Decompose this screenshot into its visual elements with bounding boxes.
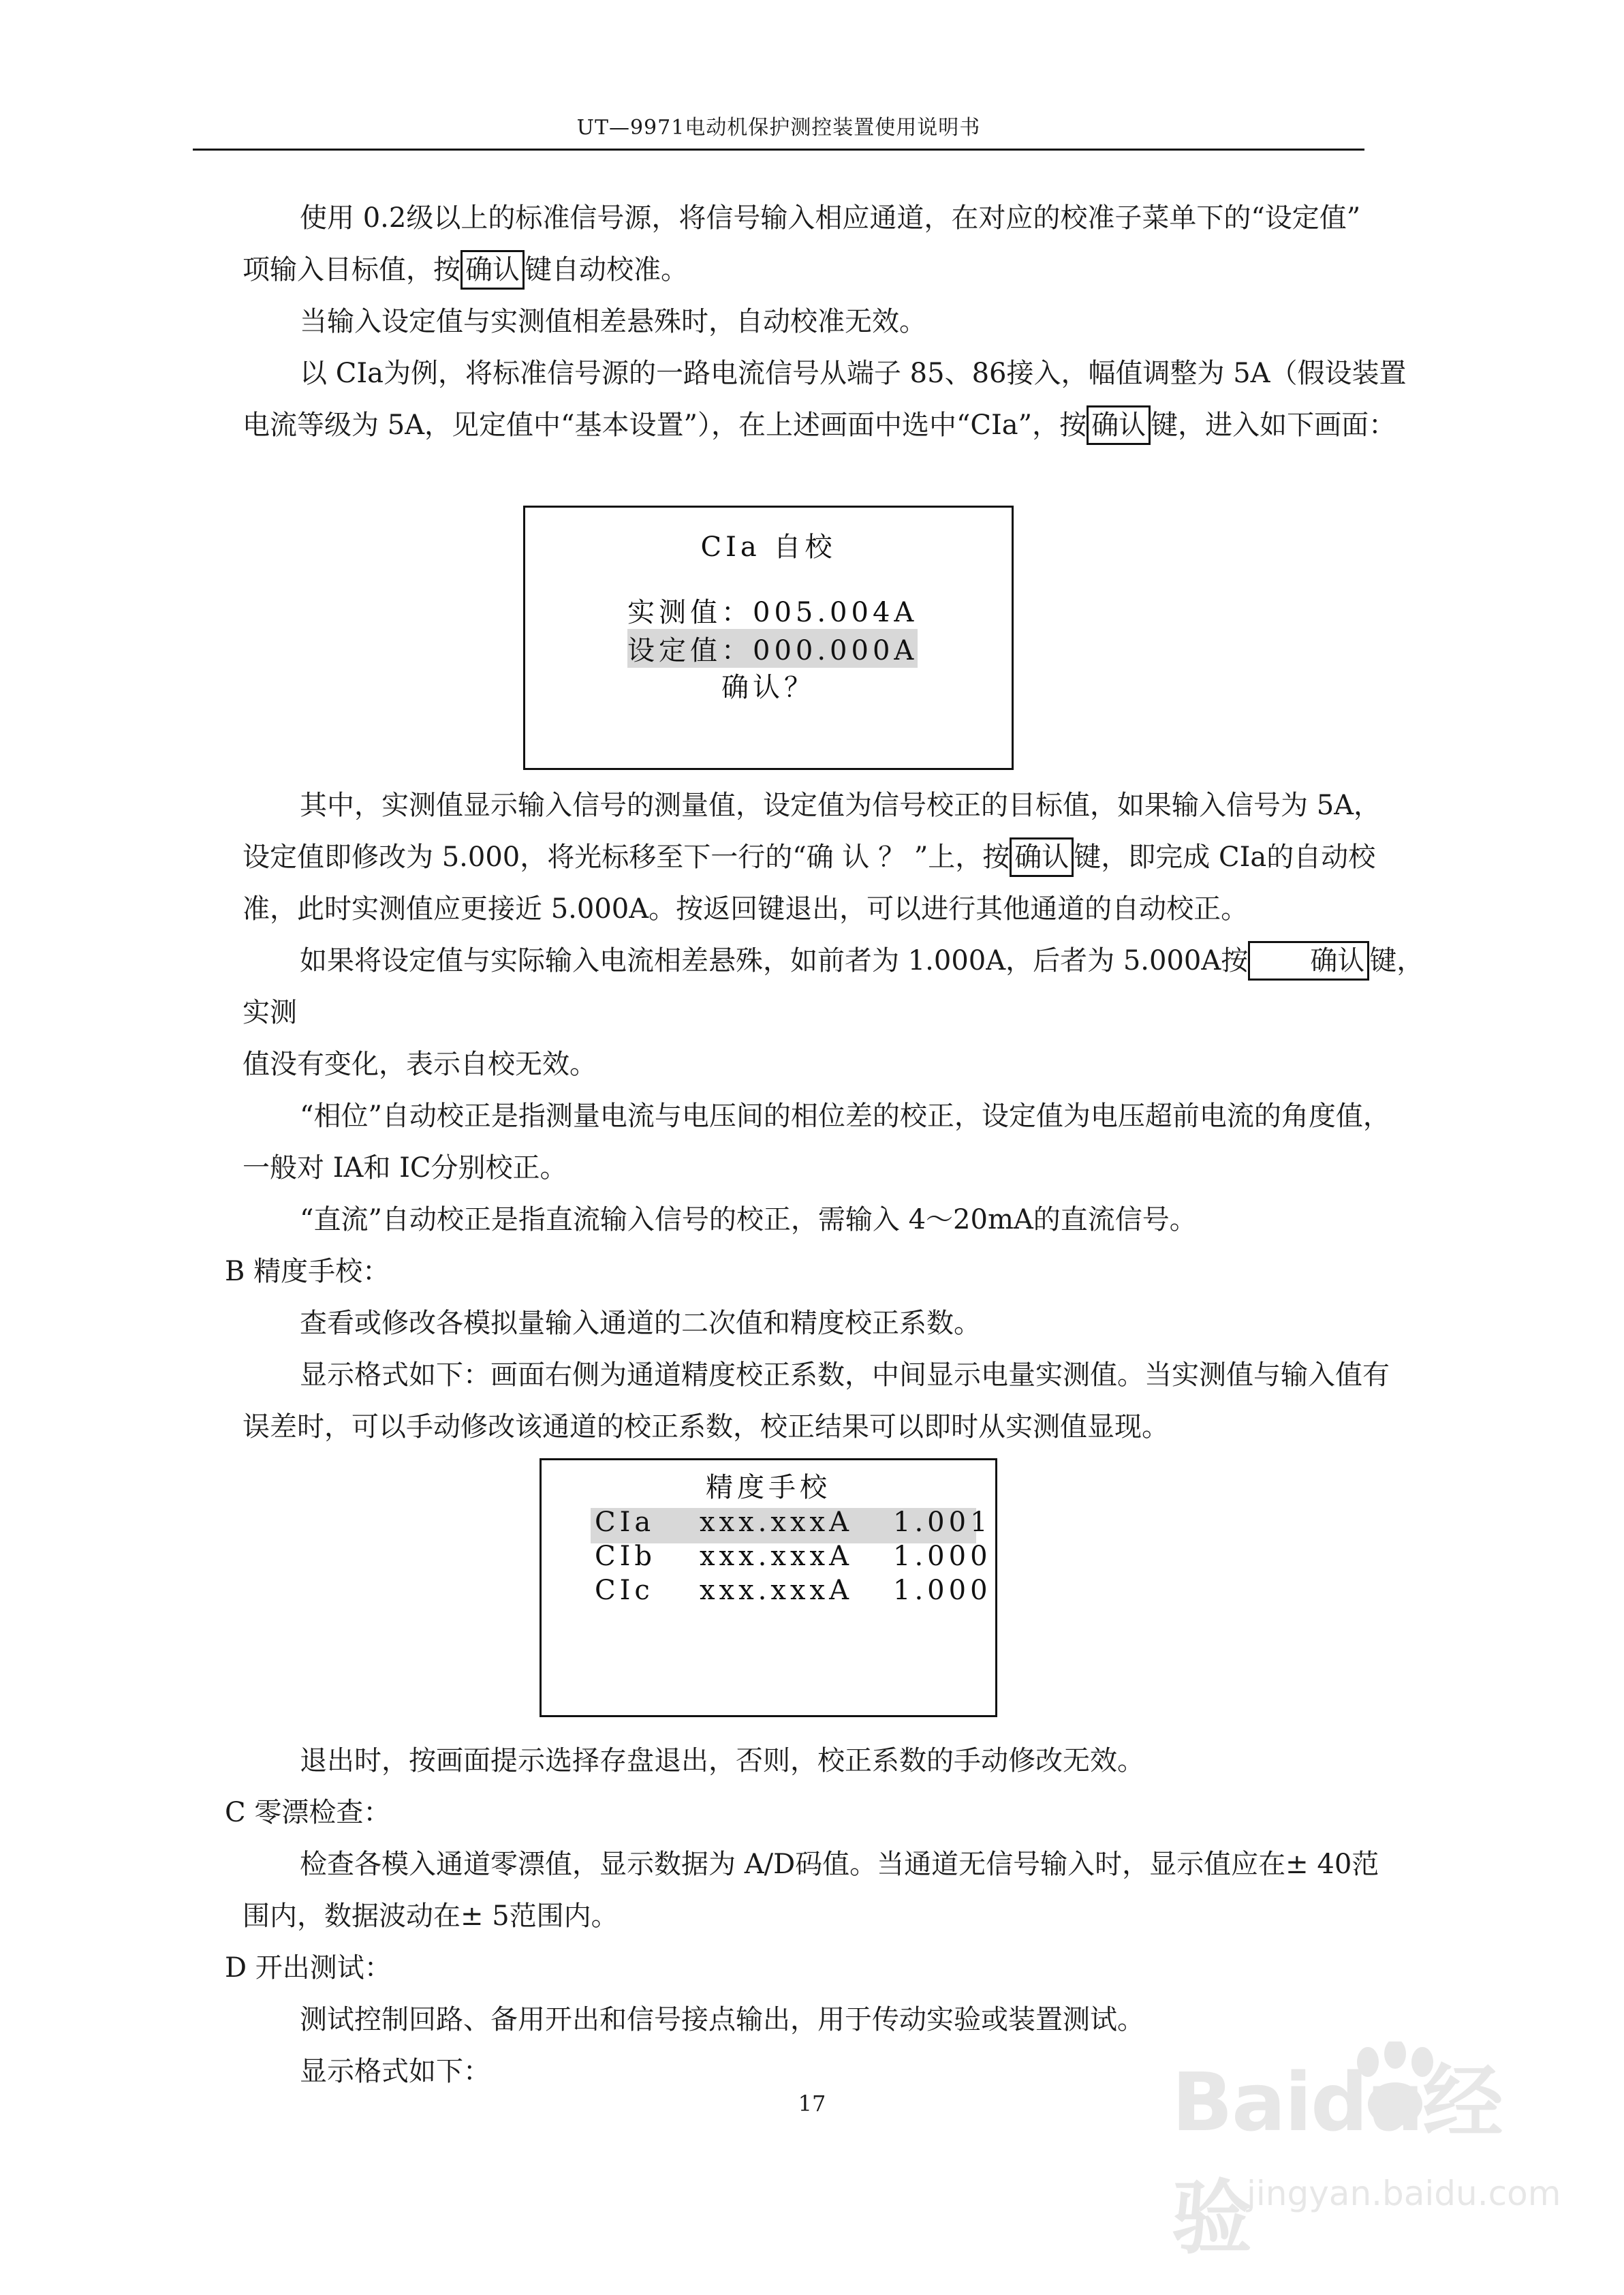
paragraph [243, 935, 1447, 1038]
section-heading-d: D 开出测试： [225, 1952, 392, 1984]
channel-label: CIb [595, 1541, 657, 1572]
paragraph: 检查各模入通道零漂值，显示数据为 A/D码值。当通道无信号输入时，显示值应在± 40范 [300, 1849, 1379, 1880]
section-heading-c: C 零漂检查： [225, 1797, 391, 1828]
setpoint-value-line: 设定值：000.000A [627, 629, 918, 668]
paragraph [243, 244, 1447, 296]
lcd-screen-auto-calibration [523, 506, 1014, 770]
text-span: 键，即完成 CIa的自动校 [1074, 842, 1376, 873]
correction-coefficient: 1.000 [893, 1541, 992, 1572]
paragraph: 当输入设定值与实测值相差悬殊时，自动校准无效。 [300, 306, 926, 337]
paragraph: 测试控制回路、备用开出和信号接点输出，用于传动实验或装置测试。 [300, 2004, 1144, 2035]
measured-value: xxx.xxxA [700, 1507, 853, 1538]
confirm-key-box: 确认 [1010, 837, 1074, 877]
text-span: 键，实测 [243, 945, 1424, 1028]
page-content-2 [225, 780, 1447, 1453]
section-heading-b: B 精度手校： [225, 1256, 390, 1287]
watermark-url: jingyan.baidu.com [1247, 2174, 1561, 2213]
measured-value: xxx.xxxA [700, 1575, 853, 1606]
text-span: 项输入目标值，按 [243, 254, 460, 286]
correction-coefficient: 1.001 [893, 1507, 992, 1538]
paragraph: 准，此时实测值应更接近 5.000A。按返回键退出，可以进行其他通道的自动校正。 [243, 893, 1249, 925]
paragraph: 值没有变化，表示自校无效。 [243, 1049, 597, 1080]
paragraph: “直流”自动校正是指直流输入信号的校正，需输入 4～20mA的直流信号。 [300, 1204, 1197, 1235]
channel-label: CIa [595, 1507, 655, 1538]
paragraph: 显示格式如下：画面右侧为通道精度校正系数，中间显示电量实测值。当实测值与输入值有 [300, 1359, 1390, 1391]
document-header: UT—9971电动机保护测控装置使用说明书 [576, 116, 981, 140]
paragraph: 退出时，按画面提示选择存盘退出，否则，校正系数的手动修改无效。 [300, 1745, 1144, 1776]
lcd-screen-manual-calibration [540, 1458, 997, 1717]
paragraph: 使用 0.2级以上的标准信号源，将信号输入相应通道，在对应的校准子菜单下的“设定值” [300, 202, 1361, 234]
paragraph: 以 CIa为例，将标准信号源的一路电流信号从端子 85、86接入，幅值调整为 5A（假设装置 [300, 358, 1407, 389]
screen-title: CIa 自校 [700, 532, 837, 563]
page-number: 17 [798, 2091, 826, 2116]
correction-coefficient: 1.000 [893, 1575, 992, 1606]
channel-label: CIc [595, 1575, 654, 1606]
paragraph [243, 831, 1447, 883]
measured-value-line: 实测值：005.004A [627, 597, 918, 628]
paragraph: 查看或修改各模拟量输入通道的二次值和精度校正系数。 [300, 1308, 981, 1339]
screen-title: 精度手校 [706, 1472, 831, 1503]
text-span: 键，进入如下画面： [1151, 410, 1396, 441]
header-rule [193, 149, 1364, 151]
paragraph [243, 399, 1447, 451]
paragraph: 误差时，可以手动修改该通道的校正系数，校正结果可以即时从实测值显现。 [243, 1411, 1169, 1443]
confirm-key-box: 确认 [460, 250, 525, 290]
paragraph: “相位”自动校正是指测量电流与电压间的相位差的校正，设定值为电压超前电流的角度值， [300, 1100, 1390, 1132]
confirm-key-box: 确认 [1087, 405, 1151, 445]
paragraph: 显示格式如下： [300, 2056, 490, 2087]
text-span: 键自动校准。 [525, 254, 688, 286]
text-span: 设定值即修改为 5.000，将光标移至下一行的“确 认 ？ ”上，按 [243, 842, 1010, 873]
text-span: 如果将设定值与实际输入电流相差悬殊，如前者为 1.000A，后者为 5.000A按 [300, 945, 1249, 976]
paragraph: 一般对 IA和 IC分别校正。 [243, 1152, 567, 1184]
paragraph: 其中，实测值显示输入信号的测量值，设定值为信号校正的目标值，如果输入信号为 5A， [300, 790, 1381, 821]
watermark-logo: Baidu经验 [1172, 2055, 1502, 2265]
baidu-watermark [1172, 2037, 1561, 2265]
text-span: 电流等级为 5A，见定值中“基本设置”），在上述画面中选中“CIa”，按 [243, 410, 1087, 441]
page-content [243, 192, 1447, 451]
paw-icon [1341, 2042, 1450, 2137]
confirm-key-box: 确认 [1248, 941, 1369, 981]
paragraph: 围内，数据波动在± 5范围内。 [243, 1900, 619, 1932]
confirm-prompt: 确认？ [721, 672, 815, 703]
measured-value: xxx.xxxA [700, 1541, 853, 1572]
